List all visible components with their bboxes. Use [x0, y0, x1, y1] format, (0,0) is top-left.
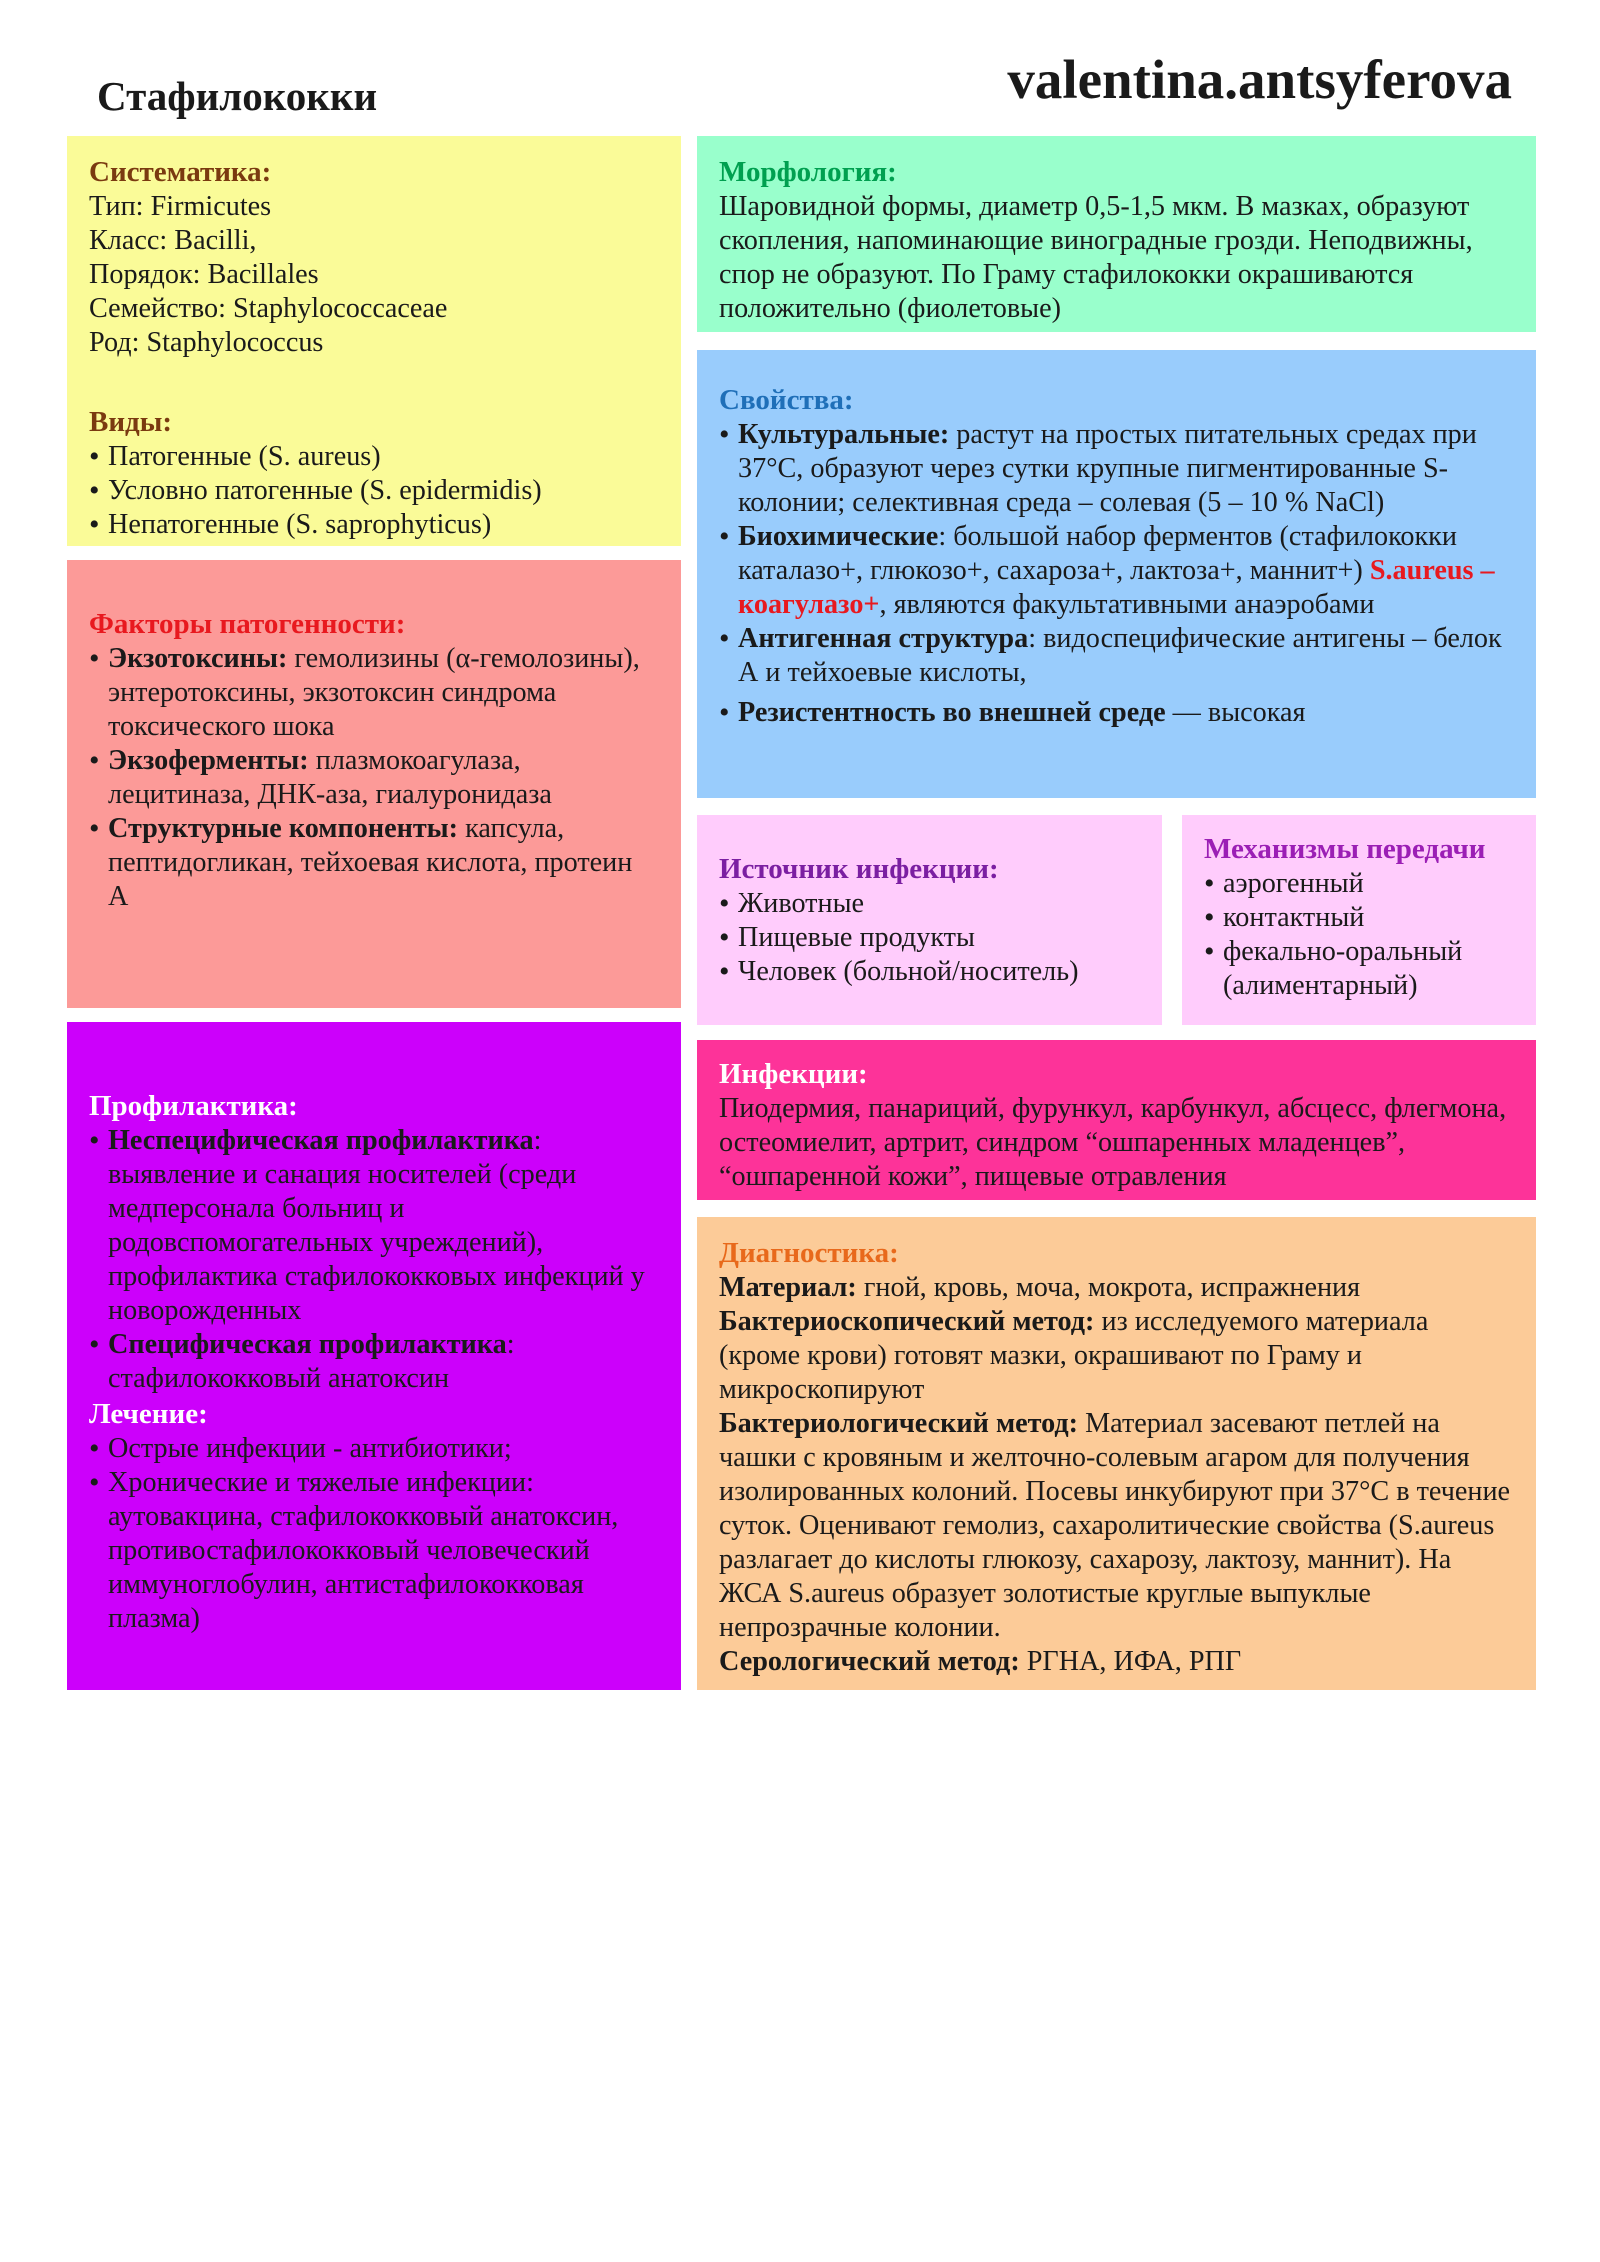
- item-term: Структурные компоненты:: [108, 813, 459, 844]
- pathogenicity-heading: Факторы патогенности:: [89, 608, 406, 640]
- item-text: гемолизины (α-гемолозины), энтеротоксины, экзотоксин синдрома токсического шока: [108, 643, 640, 742]
- item-text: : большой набор ферментов (стафилококки каталазо+, глюкозо+, сахароза+, лактоза+, маннит+): [738, 521, 1457, 586]
- species-heading: Виды:: [89, 406, 173, 438]
- item-text: РГНА, ИФА, РПГ: [1019, 1646, 1242, 1677]
- mechanisms-card: [1182, 815, 1536, 1025]
- item-term: Экзоферменты:: [108, 745, 309, 776]
- infections-card: [697, 1040, 1536, 1200]
- list-item: [89, 744, 659, 812]
- item-text: растут на простых питательных средах при 37°С, образуют через сутки крупные пигментированные S-колонии; селективная среда – солевая (5 – 10 % NaCl): [738, 419, 1477, 518]
- list-item: • аэрогенный: [1204, 867, 1514, 901]
- list-item: • фекально-оральный (алиментарный): [1204, 935, 1514, 1003]
- item-text: капсула, пептидогликан, тейхоевая кислота, протеин А: [108, 813, 633, 912]
- item-term: Неспецифическая профилактика: [108, 1125, 534, 1156]
- item-term: Антигенная структура: [738, 623, 1029, 654]
- source-heading: Источник инфекции:: [719, 853, 999, 885]
- list-item: [89, 1124, 659, 1328]
- item-term: Биохимические: [738, 521, 939, 552]
- diagnostics-heading: Диагностика:: [719, 1237, 899, 1269]
- properties-list: [719, 418, 1514, 730]
- systematics-line: Семейство: Staphylococcaceae: [89, 293, 448, 324]
- systematics-line: Род: Staphylococcus: [89, 327, 324, 358]
- list-item: [89, 812, 659, 914]
- list-item: [719, 622, 1514, 690]
- item-term: Бактериологический метод:: [719, 1408, 1079, 1439]
- item-term: Резистентность во внешней среде: [738, 697, 1166, 728]
- systematics-line: Класс: Bacilli,: [89, 225, 257, 256]
- list-item: • Человек (больной/носитель): [719, 955, 1140, 989]
- list-item: [719, 696, 1514, 730]
- infections-text: Пиодермия, панариций, фурункул, карбункул, абсцесс, флегмона, остеомиелит, артрит, синдром “ошпаренных младенцев”, “ошпаренной кожи”, пищевые отравления: [719, 1093, 1507, 1192]
- pathogenicity-list: [89, 642, 659, 914]
- item-term: Культуральные:: [738, 419, 950, 450]
- list-item: [719, 520, 1514, 622]
- morphology-heading: Морфология:: [719, 156, 897, 188]
- item-text: : стафилококковый анатоксин: [108, 1329, 515, 1394]
- mechanisms-list: [1204, 867, 1514, 1003]
- systematics-heading: Систематика:: [89, 156, 272, 188]
- item-term: Экзотоксины:: [108, 643, 288, 674]
- systematics-line: Тип: Firmicutes: [89, 191, 272, 222]
- item-text: : видоспецифические антигены – белок А и тейхоевые кислоты,: [738, 623, 1502, 688]
- prophylaxis-list: [89, 1124, 659, 1396]
- item-text: — высокая: [1165, 697, 1306, 728]
- page-title: Стафилококки: [97, 73, 378, 119]
- item-text: из исследуемого материала (кроме крови) готовят мазки, окрашивают по Граму и микроскопируют: [719, 1306, 1429, 1405]
- pathogenicity-card: [67, 560, 681, 1008]
- item-text: гной, кровь, моча, мокрота, испражнения: [856, 1272, 1361, 1303]
- item-text: Материал засевают петлей на чашки с кровяным и желточно-солевым агаром для получения изолированных колоний. Посевы инкубируют при 37°С в течение суток. Оценивают гемолиз, сахаролитические свойства (S.aureus разлагает до кислоты глюкозу, сахарозу, лактозу, маннит). На ЖСА S.aureus образует золотистые круглые выпуклые непрозрачные колонии.: [719, 1408, 1511, 1643]
- item-term: Специфическая профилактика: [108, 1329, 507, 1360]
- list-item: [89, 1328, 659, 1396]
- list-item: [89, 642, 659, 744]
- list-item: • Хронические и тяжелые инфекции: аутовакцина, стафилококковый анатоксин, противостафилококковый человеческий иммуноглобулин, антистафилококковая плазма): [89, 1466, 659, 1636]
- list-item: • Пищевые продукты: [719, 921, 1140, 955]
- list-item: • контактный: [1204, 901, 1514, 935]
- list-item: • Непатогенные (S. saprophyticus): [89, 508, 659, 542]
- infections-heading: Инфекции:: [719, 1058, 868, 1090]
- item-text: : выявление и санация носителей (среди медперсонала больниц и родовспомогательных учреждений), профилактика стафилококковых инфекций у новорожденных: [108, 1125, 645, 1326]
- diagnostics-material: [719, 1271, 1514, 1305]
- morphology-card: [697, 136, 1536, 332]
- systematics-line: Порядок: Bacillales: [89, 259, 319, 290]
- item-term: Материал:: [719, 1272, 857, 1303]
- diagnostics-bacterioscopic: [719, 1305, 1514, 1407]
- mechanisms-heading: Механизмы передачи: [1204, 833, 1486, 865]
- list-item: [719, 418, 1514, 520]
- diagnostics-serologic: [719, 1645, 1514, 1679]
- item-highlight: S.aureus – коагулазо+: [738, 555, 1495, 620]
- diagnostics-bacteriologic: [719, 1407, 1514, 1645]
- morphology-text: Шаровидной формы, диаметр 0,5-1,5 мкм. В мазках, образуют скопления, напоминающие виноградные грозди. Неподвижны, спор не образуют. По Граму стафилококки окрашиваются положительно (фиолетовые): [719, 191, 1473, 324]
- source-list: [719, 887, 1140, 989]
- item-text: , являются факультативными анаэробами: [879, 589, 1375, 620]
- treatment-heading: Лечение:: [89, 1398, 208, 1430]
- list-item: • Животные: [719, 887, 1140, 921]
- properties-card: [697, 350, 1536, 798]
- properties-heading: Свойства:: [719, 384, 854, 416]
- systematics-card: [67, 136, 681, 546]
- item-text: плазмокоагулаза, лецитиназа, ДНК-аза, гиалуронидаза: [108, 745, 552, 810]
- list-item: • Патогенные (S. aureus): [89, 440, 659, 474]
- source-card: [697, 815, 1162, 1025]
- species-list: [89, 440, 659, 542]
- prophylaxis-heading: Профилактика:: [89, 1090, 298, 1122]
- diagnostics-card: [697, 1217, 1536, 1690]
- item-term: Бактериоскопический метод:: [719, 1306, 1095, 1337]
- item-term: Серологический метод:: [719, 1646, 1020, 1677]
- list-item: • Острые инфекции - антибиотики;: [89, 1432, 659, 1466]
- prophylaxis-card: [67, 1022, 681, 1690]
- list-item: • Условно патогенные (S. epidermidis): [89, 474, 659, 508]
- author-name: valentina.antsyferova: [1007, 49, 1512, 110]
- treatment-list: [89, 1432, 659, 1636]
